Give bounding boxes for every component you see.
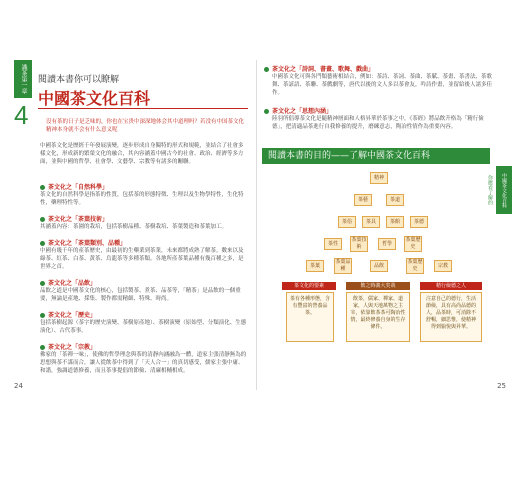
- pyramid-box: 精神: [370, 172, 388, 184]
- pyramid-box: 宗教: [434, 260, 452, 272]
- section-text: 中國有幾千年的產茶歷史，由最初的生藥業到茶業，未來都將成熟了解茶。數來以及綠茶、紅茶、白茶、黃茶、烏龍茶等多種茶類。各地所產茶葉品種有幾百種之多，是世界之首。: [40, 248, 244, 270]
- description-box: 注意自己的德行，生活節儉，具有高尚品德的人，品茶時，可消除不舒暢，細思惟，使精神得到愉悅與昇華。: [420, 292, 482, 342]
- page-title: 中國茶文化百科: [38, 89, 151, 108]
- bullet-icon: [40, 313, 45, 318]
- section-text: 包括茶樹起源（茶字的歷史演變、茶樹原產地）、茶樹演變（原始型、分類演化、生態演化）、古代茶事。: [40, 320, 247, 334]
- bullet-icon: [40, 185, 45, 190]
- chapter-number: 4: [14, 100, 29, 130]
- pyramid-box: 茶葉歷史: [405, 237, 421, 250]
- pyramid-box: 茶葉品種: [335, 259, 351, 272]
- section-text: 中國茶文化可與各門類藝術相結合，例如：茶詩、茶詞、茶曲、茶賦、茶畫、茶書法、茶歌舞、茶諺語、茶聯、茶戲劇等，唐代以後的文人多以茶會友，吟詩作畫，並留給後人諸多佳作。: [272, 74, 493, 96]
- left-page: [10, 60, 255, 390]
- section-head: 茶文化之「詩詞、書畫、歌舞、戲曲」: [264, 64, 374, 73]
- section-text: 品飲之道是中國茶文化的核心，包括製茶、煮茶、品茶等，「精茶」是品飲的一個重要，無論是產地、採集、製作都需精細、特殊、時尚。: [40, 288, 241, 302]
- pyramid-box: 茶具: [362, 216, 380, 228]
- spine: [256, 60, 257, 390]
- diagram-banner: 閱讀本書的目的——了解中國茶文化百科: [262, 148, 490, 164]
- pyramid-box: 茶道: [386, 194, 404, 206]
- title-rule: [38, 108, 248, 109]
- bullet-icon: [40, 281, 45, 286]
- section-head: 茶文化之「思想內涵」: [264, 106, 332, 115]
- bullet-icon: [40, 241, 45, 246]
- section-text: 陸羽所倡導茶文化是隨精神層面和人格昇華於茶事之中，《茶經》將品飲升格為「精行儉德」，把清適品茶進行自我修養的提升，磨練意志，陶冶性情作為重要內容。: [272, 116, 484, 130]
- bar-meaning: 飲之時義大矣哉: [346, 282, 410, 290]
- description-box: 飲茶，儒家、禪家、道家，人與天地萬物之主宰，依靠飲茶茶可陶冶性情，最終修養自身的生存條件。: [346, 292, 410, 342]
- intro-paragraph: 中國茶文化是歷經千年發展演變，逐步形成自身獨特的形式和規範，並結合了社會多樣文化，形成新的繁榮文化的融合，其內容涵蓋中國古今的社會、政治、經濟等多方面，並與中國的哲學、社會學、文藝學、宗教等有諸多的關聯。: [40, 143, 244, 165]
- section-head: 茶文化之「品飲」: [40, 278, 96, 287]
- description-box: 茶有各種形態，含有豐富的營養品茶。: [286, 292, 334, 342]
- chapter-tab: 識茶第一章: [14, 60, 32, 98]
- pyramid-box: 茶德: [410, 216, 428, 228]
- section-text: 其涵蓋內容：茶園的栽培，包括茶樹品種、茶樹栽培、茶葉製造和茶葉加工。: [40, 224, 228, 230]
- section-head: 茶文化之「宗教」: [40, 342, 96, 351]
- bar-virtue: 精行儉德之人: [420, 282, 482, 290]
- right-page: [262, 60, 510, 390]
- section-head: 茶文化之「自然科學」: [40, 182, 108, 191]
- section-head: 茶文化之「茶葉技術」: [40, 214, 108, 223]
- pyramid-box: 茶性: [324, 238, 342, 250]
- pyramid-box: 茶葉歷史: [407, 259, 423, 272]
- pyramid-box: 茶葉技術: [351, 237, 367, 250]
- section-head: 茶文化之「歷史」: [40, 310, 96, 319]
- side-tab: 中國茶文化百科: [496, 166, 512, 214]
- quote: 沒有茶的日子是乏味的，你也在宝贵中深深地体会其中道理吗？若没有中国茶文化精神本身就不会有什么意义呢: [46, 119, 245, 133]
- bullet-icon: [264, 67, 269, 72]
- pyramid-box: 茶館: [386, 216, 404, 228]
- pyramid-box: 品飲: [370, 260, 388, 272]
- page-number: 24: [14, 382, 23, 390]
- section-head: 茶文化之「茶葉類別、品種」: [40, 238, 126, 247]
- pyramid-box: 茶葉: [306, 260, 324, 272]
- bullet-icon: [40, 217, 45, 222]
- section-text: 茶文化的自然科學是指茶的性質，包括茶的形態特徵、生理以及生物學特性，生化特性，藥理特性等。: [40, 192, 244, 206]
- side-tab-label: 你應看了解的: [487, 175, 493, 205]
- pyramid-box: 茶俗: [338, 216, 356, 228]
- bullet-icon: [40, 345, 45, 350]
- section-text: 佛家的「茶禪一味」，使佛的哲學理念與茶的清靜內涵融為一體，道家主張清靜無為的思想與茶不謀而合，讓人從飲茶中得到了「天人合一」的真切感受，儒家主張中庸、和諧，強調道德修養，而且茶事提倡的節儉、清廉相輔相成。: [40, 352, 247, 374]
- bullet-icon: [264, 109, 269, 114]
- pyramid-box: 哲學: [378, 238, 396, 250]
- pyramid-box: 茶藝: [354, 194, 372, 206]
- page-intro: 閱讀本書你可以瞭解: [38, 75, 120, 85]
- page-number: 25: [497, 382, 506, 390]
- bar-element: 茶文化的要素: [282, 282, 336, 290]
